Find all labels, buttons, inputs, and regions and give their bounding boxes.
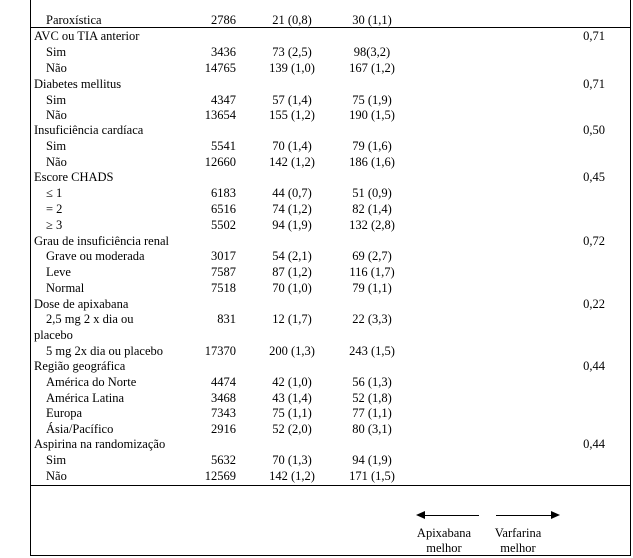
row-n: 4474 [211,375,236,389]
table-row [0,28,633,44]
table-row [0,185,633,201]
row-label: América do Norte [46,375,137,389]
row-n: 4347 [211,93,236,107]
row-varfarina-events: 56 (1,3) [352,375,392,389]
row-varfarina-events: 186 (1,6) [349,155,395,169]
row-p-value: 0,44 [583,437,605,451]
row-varfarina-events: 22 (3,3) [352,312,392,326]
row-p-value: 0,45 [583,170,605,184]
row-label: Grave ou moderada [46,249,145,263]
row-apixabana-events: 74 (1,2) [272,202,312,216]
row-apixabana-events: 75 (1,1) [272,406,312,420]
row-label: ≤ 1 [46,186,63,200]
row-n: 831 [217,312,236,326]
row-varfarina-events: 94 (1,9) [352,453,392,467]
row-varfarina-events: 79 (1,1) [352,281,392,295]
table-row [0,358,633,374]
row-label: Região geográfica [34,359,126,373]
table-row [0,280,633,296]
row-varfarina-events: 171 (1,5) [349,469,395,483]
table-row [0,44,633,60]
row-label: Aspirina na randomização [34,437,166,451]
row-apixabana-events: 42 (1,0) [272,375,312,389]
arrow-right-shaft [496,515,551,516]
row-varfarina-events: 52 (1,8) [352,391,392,405]
row-varfarina-events: 79 (1,6) [352,139,392,153]
row-n: 3468 [211,391,236,405]
row-n: 5632 [211,453,236,467]
row-n: 14765 [204,61,236,75]
axis-label-varfarina [478,526,558,556]
row-n: 17370 [204,344,236,358]
row-label: Não [46,155,67,169]
row-label: Sim [46,93,67,107]
row-n: 7587 [211,265,236,279]
row-label: placebo [34,328,73,342]
row-label: Normal [46,281,85,295]
axis-label-apixabana [404,526,484,556]
table-row [0,92,633,108]
row-n: 2916 [211,422,236,436]
row-label: Não [46,108,67,122]
table-row [0,138,633,154]
row-label: = 2 [46,202,63,216]
row-varfarina-events: 190 (1,5) [349,108,395,122]
row-apixabana-events: 142 (1,2) [269,469,315,483]
table-row [0,154,633,170]
row-varfarina-events: 51 (0,9) [352,186,392,200]
row-apixabana-events: 70 (1,3) [272,453,312,467]
row-varfarina-events: 30 (1,1) [352,13,392,27]
arrow-right-icon [551,511,560,519]
axis-label-varfarina-line1: Varfarina [494,526,542,540]
row-label: Escore CHADS [34,170,114,184]
row-varfarina-events: 98(3,2) [353,45,391,59]
row-p-value: 0,22 [583,297,605,311]
row-n: 2786 [211,13,236,27]
table-row [0,327,633,343]
row-varfarina-events: 132 (2,8) [349,218,395,232]
row-varfarina-events: 116 (1,7) [349,265,395,279]
table-row [0,60,633,76]
row-label: Diabetes mellitus [34,77,122,91]
row-label: 2,5 mg 2 x dia ou [46,312,134,326]
table-row [0,421,633,437]
table-row [0,233,633,249]
table-row [0,122,633,138]
row-n: 3017 [211,249,236,263]
table-row [0,436,633,452]
row-label: AVC ou TIA anterior [34,29,140,43]
row-apixabana-events: 94 (1,9) [272,218,312,232]
table-row [0,76,633,92]
row-n: 6183 [211,186,236,200]
row-p-value: 0,71 [583,77,605,91]
row-apixabana-events: 70 (1,0) [272,281,312,295]
row-apixabana-events: 44 (0,7) [272,186,312,200]
table-row [0,201,633,217]
row-label: ≥ 3 [46,218,63,232]
table-row [0,374,633,390]
row-label: Não [46,469,67,483]
table-row [0,311,633,327]
table-row [0,169,633,185]
row-apixabana-events: 142 (1,2) [269,155,315,169]
row-apixabana-events: 52 (2,0) [272,422,312,436]
row-label: Não [46,61,67,75]
table-row [0,264,633,280]
row-apixabana-events: 155 (1,2) [269,108,315,122]
row-label: Leve [46,265,71,279]
row-apixabana-events: 57 (1,4) [272,93,312,107]
row-label: Sim [46,139,67,153]
row-apixabana-events: 43 (1,4) [272,391,312,405]
row-label: América Latina [46,391,125,405]
row-n: 12660 [204,155,236,169]
row-label: Sim [46,45,67,59]
row-varfarina-events: 82 (1,4) [352,202,392,216]
table-row [0,468,633,484]
row-varfarina-events: 69 (2,7) [352,249,392,263]
table-row [0,248,633,264]
axis-label-apixabana-line2: melhor [426,541,462,555]
table-row [0,390,633,406]
row-apixabana-events: 21 (0,8) [272,13,312,27]
row-label: Insuficiência cardíaca [34,123,144,137]
row-n: 3436 [211,45,236,59]
row-label: Sim [46,453,67,467]
row-label: 5 mg 2x dia ou placebo [46,344,163,358]
axis-label-varfarina-line2: melhor [500,541,536,555]
row-label: Europa [46,406,83,420]
table-row [0,107,633,123]
table-row [0,343,633,359]
row-apixabana-events: 73 (2,5) [272,45,312,59]
row-p-value: 0,50 [583,123,605,137]
row-n: 7343 [211,406,236,420]
divider-after-table [30,485,631,486]
row-apixabana-events: 200 (1,3) [269,344,315,358]
row-varfarina-events: 77 (1,1) [352,406,392,420]
row-apixabana-events: 70 (1,4) [272,139,312,153]
row-varfarina-events: 167 (1,2) [349,61,395,75]
table-row [0,452,633,468]
row-p-value: 0,72 [583,234,605,248]
row-p-value: 0,71 [583,29,605,43]
table-row [0,12,633,28]
row-n: 5541 [211,139,236,153]
arrow-left-shaft [424,515,479,516]
row-label: Ásia/Pacífico [46,422,114,436]
table-row [0,405,633,421]
row-varfarina-events: 80 (3,1) [352,422,392,436]
row-n: 13654 [204,108,236,122]
row-n: 7518 [211,281,236,295]
row-n: 6516 [211,202,236,216]
row-apixabana-events: 54 (2,1) [272,249,312,263]
axis-label-apixabana-line1: Apixabana [416,526,472,540]
row-apixabana-events: 87 (1,2) [272,265,312,279]
table-row [0,217,633,233]
row-apixabana-events: 12 (1,7) [272,312,312,326]
row-apixabana-events: 139 (1,0) [269,61,315,75]
table-row [0,296,633,312]
row-label: Grau de insuficiência renal [34,234,170,248]
row-n: 5502 [211,218,236,232]
row-n: 12569 [204,469,236,483]
row-varfarina-events: 75 (1,9) [352,93,392,107]
row-label: Paroxística [46,13,102,27]
row-p-value: 0,44 [583,359,605,373]
row-label: Dose de apixabana [34,297,129,311]
row-varfarina-events: 243 (1,5) [349,344,395,358]
